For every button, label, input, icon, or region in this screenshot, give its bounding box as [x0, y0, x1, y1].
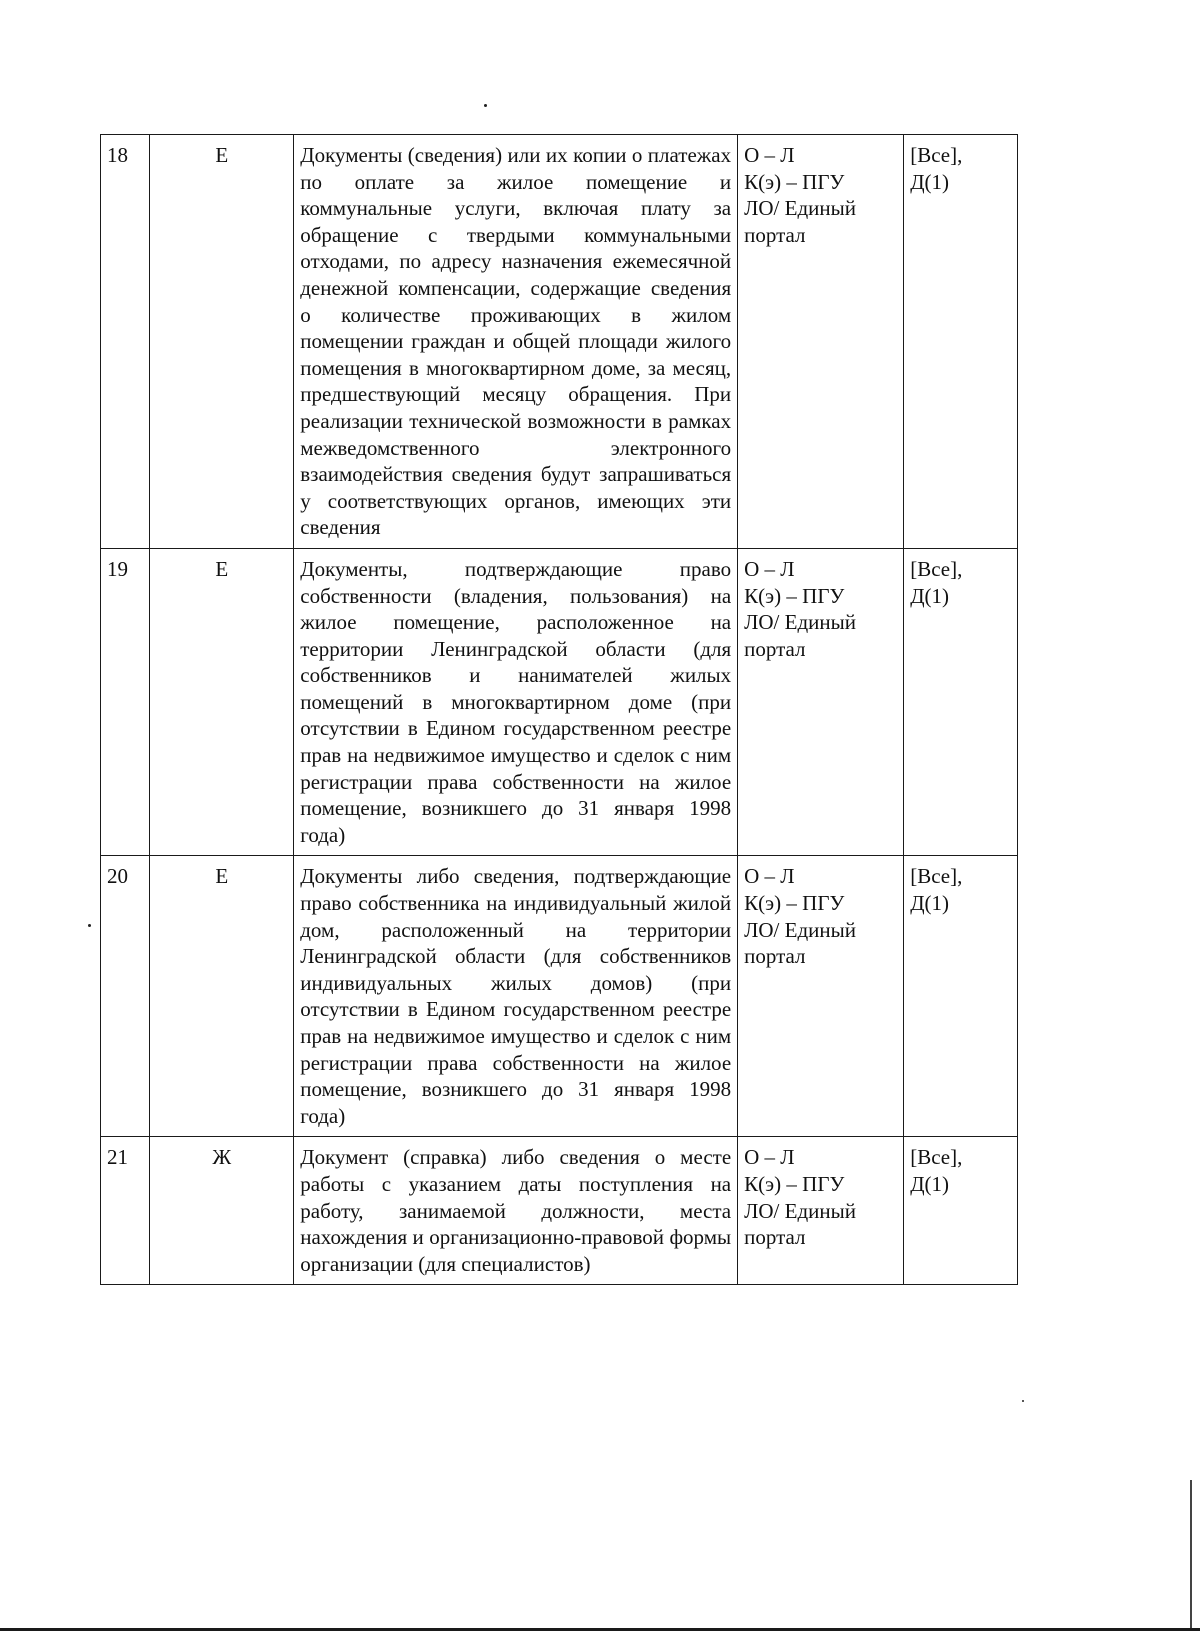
requirement-line: Д(1): [910, 583, 950, 608]
table-row: [101, 1137, 1018, 1285]
row-description: Документ (справка) либо сведения о месте работы с указанием даты поступления на работу, занимаемой должности, места нахождения и организационно-правовой формы организации (для специалистов): [294, 1137, 738, 1285]
requirement-line: [Все],: [910, 556, 963, 581]
form-line: портал: [744, 1225, 806, 1250]
form-line: К(э) – ПГУ: [744, 1171, 845, 1196]
form-line: К(э) – ПГУ: [744, 169, 845, 194]
row-number: 19: [101, 548, 150, 856]
scan-speck: [88, 924, 91, 927]
requirement-line: Д(1): [910, 169, 950, 194]
row-description: Документы либо сведения, подтверждающие право собственника на индивидуальный жилой дом, расположенный на территории Ленинградской области (для собственников индивидуальных жилых домов) (при отсутствии в Едином государственном реестре прав на недвижимое имущество и сделок с ним регистрации права собственности на жилое помещение, возникшего до 31 января 1998 года): [294, 856, 738, 1137]
form-line: портал: [744, 222, 806, 247]
form-line: О – Л: [744, 1145, 795, 1170]
table-row: [101, 548, 1018, 856]
table-row: [101, 135, 1018, 549]
requirement-line: [Все],: [910, 1145, 963, 1170]
row-submission-form: [738, 548, 904, 856]
form-line: ЛО/ Единый: [744, 196, 856, 221]
row-requirement: [904, 135, 1018, 549]
requirement-line: [Все],: [910, 864, 963, 889]
row-submission-form: [738, 135, 904, 549]
row-description: Документы, подтверждающие право собственности (владения, пользования) на жилое помещение, расположенное на территории Ленинградской области (для собственников и нанимателей жилых помещений в многоквартирном доме (при отсутствии в Едином государственном реестре прав на недвижимое имущество и сделок с ним регистрации права собственности на жилое помещение, возникшего до 31 января 1998 года): [294, 548, 738, 856]
row-category: Е: [150, 856, 294, 1137]
form-line: портал: [744, 944, 806, 969]
row-number: 20: [101, 856, 150, 1137]
scan-edge-line: [1190, 1480, 1192, 1630]
requirement-line: [Все],: [910, 143, 963, 167]
row-category: Ж: [150, 1137, 294, 1285]
requirement-line: Д(1): [910, 1171, 950, 1196]
row-description: Документы (сведения) или их копии о платежах по оплате за жилое помещение и коммунальные услуги, включая плату за обращение с твердыми коммунальными отходами, по адресу назначения ежемесячной денежной компенсации, содержащие сведения о количестве проживающих в жилом помещении граждан и общей площади жилого помещения в многоквартирном доме, за месяц, предшествующий месяцу обращения. При реализации технической возможности в рамках межведомственного электронного взаимодействия сведения будут запрашиваться у соответствующих органов, имеющих эти сведения: [294, 135, 738, 549]
form-line: ЛО/ Единый: [744, 1198, 856, 1223]
row-submission-form: [738, 856, 904, 1137]
row-number: 18: [101, 135, 150, 549]
form-line: ЛО/ Единый: [744, 610, 856, 635]
scan-speck: [484, 104, 487, 107]
row-number: 21: [101, 1137, 150, 1285]
row-category: Е: [150, 548, 294, 856]
form-line: О – Л: [744, 143, 795, 167]
row-submission-form: [738, 1137, 904, 1285]
scan-bottom-edge: [0, 1628, 1200, 1631]
form-line: О – Л: [744, 864, 795, 889]
row-requirement: [904, 1137, 1018, 1285]
requirement-line: Д(1): [910, 891, 950, 916]
form-line: портал: [744, 636, 806, 661]
row-category: Е: [150, 135, 294, 549]
form-line: К(э) – ПГУ: [744, 583, 845, 608]
documents-table: [100, 134, 1018, 1285]
scan-speck: [1022, 1400, 1024, 1402]
form-line: ЛО/ Единый: [744, 917, 856, 942]
form-line: К(э) – ПГУ: [744, 891, 845, 916]
table-row: [101, 856, 1018, 1137]
row-requirement: [904, 548, 1018, 856]
form-line: О – Л: [744, 556, 795, 581]
row-requirement: [904, 856, 1018, 1137]
